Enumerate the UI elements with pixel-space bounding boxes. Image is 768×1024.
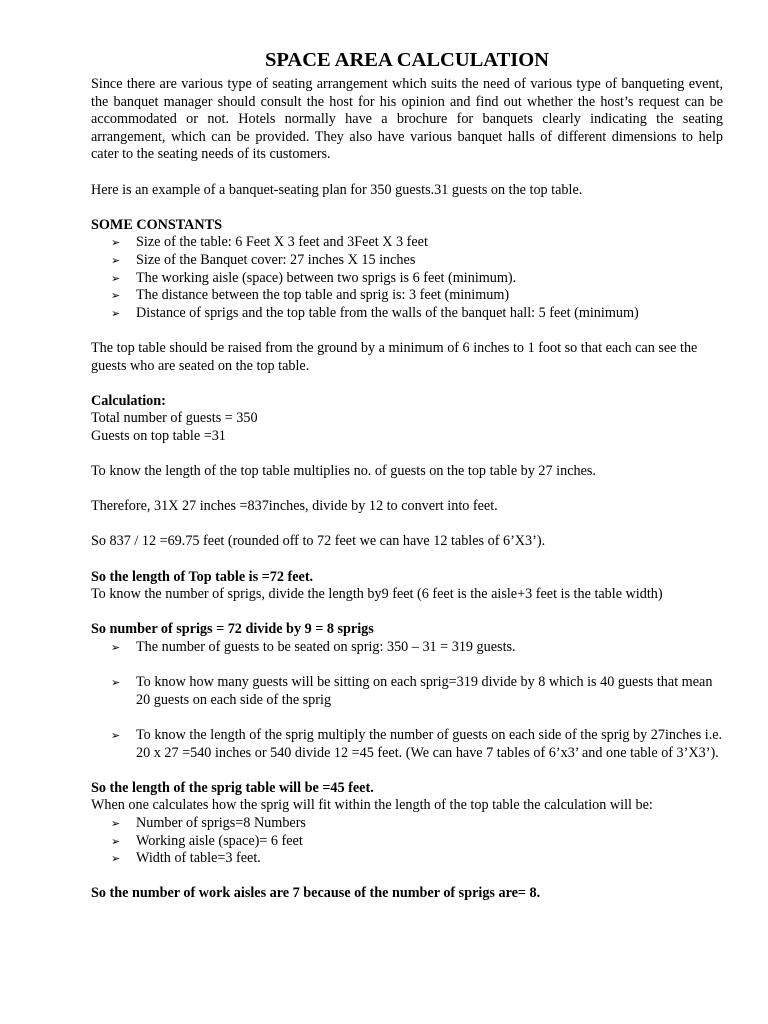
list-item: ➢ The working aisle (space) between two sprigs is 6 feet (minimum). [111, 269, 517, 286]
arrow-bullet-icon: ➢ [111, 676, 121, 690]
fit-intro: When one calculates how the sprig will fit within the length of the top table the calculation will be: [91, 797, 653, 814]
list-item: ➢ Number of sprigs=8 Numbers [111, 814, 306, 831]
intro-paragraph: Since there are various type of seating arrangement which suits the need of various type of banqueting event, the banquet manager should consult the host for his opinion and find out whether the host’s request can be accommodated or not. Hotels normally have a brochure for banquets clearly indicating the seating arrangement, which can be provided. They also have various banquet halls of different dimensions to help cater to the seating needs of its customers. [91, 76, 723, 163]
arrow-bullet-icon: ➢ [111, 289, 121, 303]
sprig-list [91, 639, 723, 762]
therefore-line: Therefore, 31X 27 inches =837inches, divide by 12 to convert into feet. [91, 498, 498, 515]
fit-list [91, 815, 723, 868]
list-item: ➢ Size of the Banquet cover: 27 inches X 15 inches [111, 251, 416, 268]
arrow-bullet-icon: ➢ [111, 852, 121, 866]
work-aisles-conclusion: So the number of work aisles are 7 because of the number of sprigs are= 8. [91, 885, 541, 902]
sprigs-method: To know the number of sprigs, divide the length by9 feet (6 feet is the aisle+3 feet is the table width) [91, 586, 663, 603]
arrow-bullet-icon: ➢ [111, 816, 121, 830]
arrow-bullet-icon: ➢ [111, 236, 121, 250]
arrow-bullet-icon: ➢ [111, 728, 121, 742]
example-paragraph: Here is an example of a banquet-seating plan for 350 guests.31 guests on the top table. [91, 181, 583, 198]
list-item: ➢ The number of guests to be seated on sprig: 350 – 31 = 319 guests. [111, 639, 516, 655]
length-method: To know the length of the top table multiplies no. of guests on the top table by 27 inches. [91, 463, 596, 480]
list-item: ➢ Width of table=3 feet. [111, 850, 261, 867]
feet-conversion: So 837 / 12 =69.75 feet (rounded off to 72 feet we can have 12 tables of 6’X3’). [91, 533, 546, 550]
constants-heading: SOME CONSTANTS [91, 216, 222, 233]
list-item: ➢ Size of the table: 6 Feet X 3 feet and 3Feet X 3 feet [111, 234, 428, 251]
arrow-bullet-icon: ➢ [111, 641, 121, 654]
sprigs-count: So number of sprigs = 72 divide by 9 = 8 sprigs [91, 621, 374, 638]
total-guests: Total number of guests = 350 [91, 410, 258, 427]
arrow-bullet-icon: ➢ [111, 271, 121, 285]
arrow-bullet-icon: ➢ [111, 834, 121, 848]
list-item: ➢ To know the length of the sprig multiply the number of guests on each side of the sprig by 27inches i.e. 20 x 27 =540 inches or 540 divide 12 =45 feet. (We can have 7 tables of 6’x3’ and one table of 3’X3’). [111, 726, 723, 761]
top-table-length: So the length of Top table is =72 feet. [91, 568, 314, 585]
raised-note: The top table should be raised from the ground by a minimum of 6 inches to 1 foot so that each can see the guests who are seated on the top table. [91, 339, 698, 374]
arrow-bullet-icon: ➢ [111, 253, 121, 267]
list-item: ➢ Distance of sprigs and the top table from the walls of the banquet hall: 5 feet (minimum) [111, 304, 639, 321]
sprig-table-length: So the length of the sprig table will be =45 feet. [91, 779, 374, 796]
calculation-heading: Calculation: [91, 392, 166, 409]
page-title: SPACE AREA CALCULATION [264, 49, 549, 71]
list-item: ➢ Working aisle (space)= 6 feet [111, 832, 303, 849]
top-table-guests: Guests on top table =31 [91, 427, 226, 444]
document-body [91, 48, 723, 903]
list-item: ➢ To know how many guests will be sitting on each sprig=319 divide by 8 which is 40 guests that mean 20 guests on each side of the sprig [111, 674, 713, 708]
arrow-bullet-icon: ➢ [111, 306, 121, 320]
list-item: ➢ The distance between the top table and sprig is: 3 feet (minimum) [111, 287, 510, 304]
constants-list [91, 234, 723, 322]
